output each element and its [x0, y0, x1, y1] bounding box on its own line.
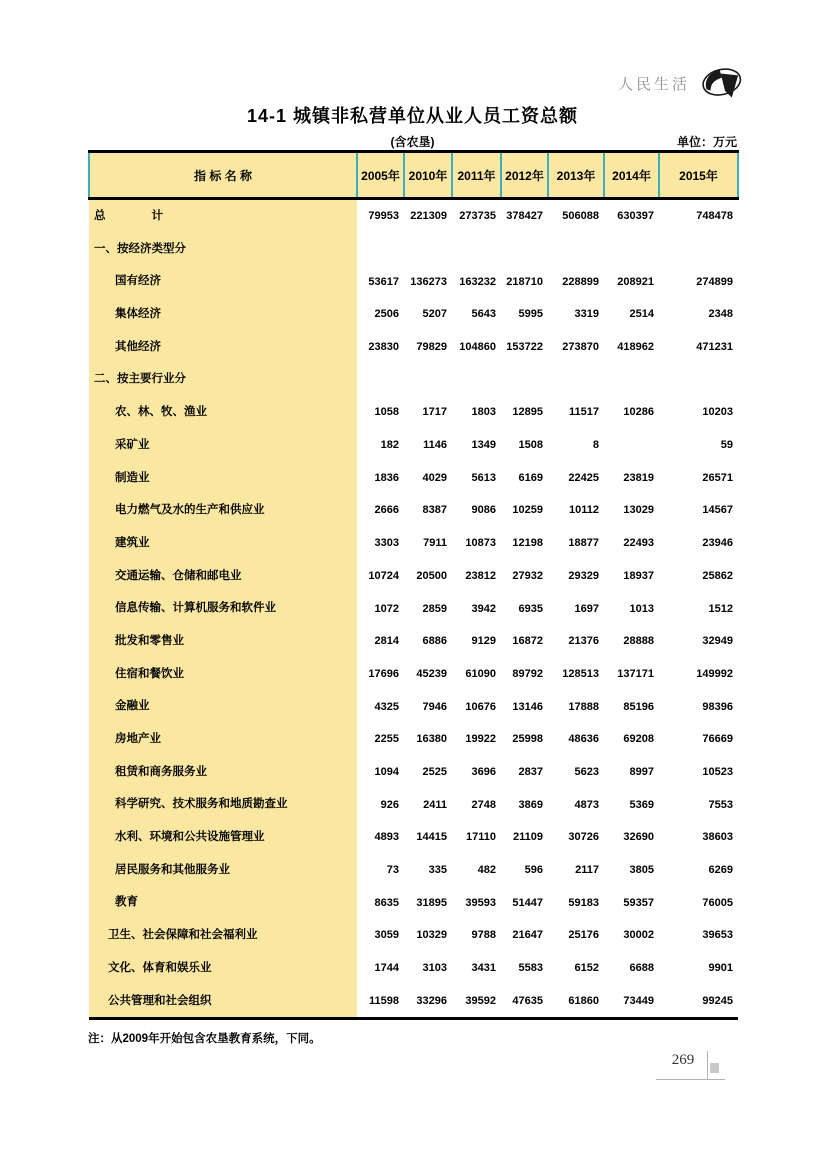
cell-value: 182	[380, 439, 399, 452]
table-row	[89, 625, 738, 658]
cell-value: 136273	[410, 275, 447, 288]
cell-value: 38603	[702, 831, 733, 844]
cell-value: 30002	[623, 929, 654, 942]
cell-value: 378427	[506, 210, 543, 223]
page-title: 14-1 城镇非私营单位从业人员工资总额	[246, 106, 579, 126]
table-row	[89, 363, 738, 396]
cell-value: 73449	[623, 994, 654, 1007]
table-header-row	[89, 152, 738, 199]
data-table-wrap	[88, 150, 737, 1020]
table-subtitle: (含农垦)	[390, 135, 435, 149]
cell-value: 29329	[568, 569, 599, 582]
cell-value	[501, 233, 548, 266]
col-header-indicator-name: 指 标 名 称	[89, 152, 357, 199]
table-row	[89, 560, 738, 593]
cell-value: 630397	[617, 210, 654, 223]
cell-value: 7946	[422, 700, 447, 713]
cell-value: 2506	[374, 308, 399, 321]
cell-value: 104860	[459, 341, 496, 354]
row-label: 二、按主要行业分	[89, 363, 357, 396]
cell-value: 30726	[568, 831, 599, 844]
col-header-year: 2015年	[659, 152, 738, 199]
row-label: 一、按经济类型分	[89, 233, 357, 266]
cell-value: 23812	[465, 569, 496, 582]
cell-value: 10112	[569, 504, 599, 517]
cell-value: 2748	[471, 798, 496, 811]
cell-value: 20500	[416, 569, 447, 582]
cell-value: 2348	[708, 308, 733, 321]
cell-value: 2525	[422, 765, 447, 778]
cell-value: 25998	[512, 733, 543, 746]
cell-value: 1013	[629, 602, 654, 615]
row-label: 其他经济	[89, 331, 357, 364]
cell-value: 3059	[374, 929, 399, 942]
cell-value: 1508	[518, 439, 543, 452]
cell-value: 18877	[568, 537, 599, 550]
cell-value: 9129	[471, 635, 496, 648]
row-label: 信息传输、计算机服务和软件业	[89, 592, 357, 625]
cell-value: 208921	[617, 275, 654, 288]
cell-value: 5207	[422, 308, 447, 321]
table-row	[89, 985, 738, 1019]
cell-value: 33296	[416, 994, 447, 1007]
cell-value: 596	[524, 864, 543, 877]
table-row	[89, 854, 738, 887]
cell-value: 273870	[562, 341, 599, 354]
cell-value: 273735	[459, 210, 496, 223]
table-row	[89, 199, 738, 233]
cell-value: 335	[428, 864, 447, 877]
cell-value: 2814	[374, 635, 399, 648]
cell-value: 6688	[629, 962, 654, 975]
cell-value: 5369	[629, 798, 654, 811]
row-label: 集体经济	[89, 298, 357, 331]
cell-value	[548, 233, 604, 266]
cell-value: 17888	[568, 700, 599, 713]
row-label: 科学研究、技术服务和地质勘查业	[89, 788, 357, 821]
row-label: 房地产业	[89, 723, 357, 756]
cell-value: 1697	[574, 602, 599, 615]
cell-value: 69208	[623, 733, 654, 746]
cell-value: 1512	[708, 602, 733, 615]
cell-value: 3303	[374, 537, 399, 550]
table-row	[89, 298, 738, 331]
cell-value: 1803	[471, 406, 496, 419]
cell-value: 2255	[374, 733, 399, 746]
cell-value: 2514	[629, 308, 654, 321]
cell-value: 5583	[518, 962, 543, 975]
cell-value: 32949	[702, 635, 733, 648]
cell-value: 3103	[422, 962, 447, 975]
cell-value: 4873	[574, 798, 599, 811]
row-label: 住宿和餐饮业	[89, 658, 357, 691]
cell-value: 4893	[374, 831, 399, 844]
cell-value: 23819	[623, 471, 654, 484]
cell-value	[604, 233, 659, 266]
cell-value: 10724	[368, 569, 399, 582]
cell-value: 3869	[518, 798, 543, 811]
cell-value: 1146	[423, 439, 447, 452]
cell-value: 28888	[623, 635, 654, 648]
cell-value: 128513	[562, 667, 599, 680]
row-label: 建筑业	[89, 527, 357, 560]
cell-value	[357, 363, 404, 396]
cell-value: 39653	[702, 929, 733, 942]
cell-value: 17110	[466, 831, 496, 844]
table-row	[89, 592, 738, 625]
row-label: 教育	[89, 886, 357, 919]
cell-value: 6935	[518, 602, 543, 615]
cell-value: 4029	[422, 471, 447, 484]
footer-vertical-rule	[707, 1051, 708, 1080]
cell-value: 9086	[471, 504, 496, 517]
row-label: 水利、环境和公共设施管理业	[89, 821, 357, 854]
cell-value: 6886	[422, 635, 447, 648]
cell-value: 2666	[374, 504, 399, 517]
row-label: 公共管理和社会组织	[89, 985, 357, 1019]
cell-value	[404, 363, 452, 396]
cell-value: 12198	[512, 537, 543, 550]
cell-value	[604, 429, 659, 462]
row-label: 电力燃气及水的生产和供应业	[89, 494, 357, 527]
cell-value	[548, 363, 604, 396]
cell-value: 506088	[562, 210, 599, 223]
cell-value: 47635	[512, 994, 543, 1007]
col-header-year: 2014年	[604, 152, 659, 199]
cell-value: 1094	[374, 765, 399, 778]
cell-value	[659, 233, 738, 266]
cell-value: 14567	[702, 504, 733, 517]
cell-value: 3431	[471, 962, 496, 975]
cell-value: 926	[380, 798, 399, 811]
cell-value: 1058	[374, 406, 399, 419]
cell-value: 79829	[416, 341, 447, 354]
cell-value: 2837	[518, 765, 543, 778]
cell-value: 3696	[471, 765, 496, 778]
table-row	[89, 331, 738, 364]
cell-value: 218710	[506, 275, 543, 288]
cell-value: 23830	[368, 341, 399, 354]
cell-value: 98396	[702, 700, 733, 713]
cell-value: 748478	[696, 210, 733, 223]
cell-value: 21109	[513, 831, 543, 844]
row-label: 批发和零售业	[89, 625, 357, 658]
row-label: 金融业	[89, 690, 357, 723]
cell-value: 22425	[568, 471, 599, 484]
row-label: 采矿业	[89, 429, 357, 462]
cell-value: 6169	[518, 471, 543, 484]
footer-square-marker	[710, 1063, 719, 1073]
row-label: 制造业	[89, 462, 357, 495]
cell-value	[404, 233, 452, 266]
cell-value: 471231	[696, 341, 733, 354]
cell-value: 39593	[465, 896, 496, 909]
row-label: 文化、体育和娱乐业	[89, 952, 357, 985]
cell-value	[452, 363, 501, 396]
table-row	[89, 886, 738, 919]
row-label: 租赁和商务服务业	[89, 756, 357, 789]
cell-value: 163232	[459, 275, 496, 288]
cell-value: 13029	[623, 504, 654, 517]
brand-logo-icon	[699, 62, 745, 104]
cell-value: 2117	[575, 864, 599, 877]
table-row	[89, 690, 738, 723]
cell-value: 13146	[512, 700, 543, 713]
brand-text: 人民生活	[618, 75, 691, 93]
cell-value: 6269	[708, 864, 733, 877]
cell-value: 39592	[465, 994, 496, 1007]
cell-value: 3319	[574, 308, 599, 321]
cell-value: 12895	[512, 406, 543, 419]
cell-value: 22493	[623, 537, 654, 550]
cell-value: 8635	[374, 896, 399, 909]
cell-value: 14415	[416, 831, 447, 844]
cell-value: 27932	[512, 569, 543, 582]
cell-value: 9788	[471, 929, 496, 942]
cell-value: 11517	[569, 406, 599, 419]
cell-value: 10259	[512, 504, 543, 517]
cell-value: 228899	[562, 275, 599, 288]
cell-value: 1349	[471, 439, 496, 452]
data-table	[88, 150, 739, 1020]
footnote: 注：从2009年开始包含农垦教育系统，下同。	[88, 1033, 321, 1045]
col-header-year: 2012年	[501, 152, 548, 199]
unit-label: 单位：万元	[676, 135, 737, 149]
cell-value: 19922	[465, 733, 496, 746]
cell-value: 21647	[512, 929, 543, 942]
cell-value: 17696	[368, 667, 399, 680]
table-body	[89, 199, 738, 1019]
cell-value: 32690	[623, 831, 654, 844]
cell-value: 2859	[422, 602, 447, 615]
row-label: 居民服务和其他服务业	[89, 854, 357, 887]
cell-value: 482	[477, 864, 496, 877]
cell-value: 21376	[568, 635, 599, 648]
col-header-year: 2013年	[548, 152, 604, 199]
cell-value: 1717	[422, 406, 447, 419]
cell-value: 8387	[422, 504, 447, 517]
table-row	[89, 788, 738, 821]
cell-value: 3805	[629, 864, 654, 877]
row-label: 总 计	[89, 199, 357, 233]
cell-value: 4325	[374, 700, 399, 713]
table-row	[89, 494, 738, 527]
table-row	[89, 919, 738, 952]
cell-value: 1836	[374, 471, 399, 484]
cell-value: 149992	[696, 667, 733, 680]
table-row	[89, 396, 738, 429]
cell-value: 6152	[574, 962, 599, 975]
cell-value: 8997	[629, 765, 654, 778]
cell-value: 61090	[465, 667, 496, 680]
cell-value: 18937	[623, 569, 654, 582]
cell-value	[604, 363, 659, 396]
cell-value: 85196	[623, 700, 654, 713]
cell-value: 76005	[702, 896, 733, 909]
cell-value: 3942	[471, 602, 496, 615]
table-row	[89, 952, 738, 985]
col-header-year: 2010年	[404, 152, 452, 199]
cell-value: 10329	[416, 929, 447, 942]
cell-value: 5623	[574, 765, 599, 778]
cell-value: 5613	[471, 471, 496, 484]
cell-value	[501, 363, 548, 396]
row-label: 卫生、社会保障和社会福利业	[89, 919, 357, 952]
cell-value: 2411	[423, 798, 447, 811]
cell-value: 99245	[702, 994, 733, 1007]
cell-value: 7553	[708, 798, 733, 811]
cell-value: 1744	[374, 962, 399, 975]
cell-value: 79953	[368, 210, 399, 223]
cell-value: 10286	[623, 406, 654, 419]
table-row	[89, 658, 738, 691]
cell-value: 16380	[416, 733, 447, 746]
cell-value: 418962	[617, 341, 654, 354]
cell-value: 59	[720, 439, 733, 452]
row-label: 农、林、牧、渔业	[89, 396, 357, 429]
cell-value	[357, 233, 404, 266]
cell-value: 25862	[702, 569, 733, 582]
cell-value: 10676	[465, 700, 496, 713]
cell-value: 45239	[416, 667, 447, 680]
cell-value: 10523	[702, 765, 733, 778]
cell-value: 16872	[512, 635, 543, 648]
page-number: 269	[671, 1052, 695, 1068]
table-row	[89, 429, 738, 462]
cell-value: 51447	[512, 896, 543, 909]
table-row	[89, 723, 738, 756]
table-row	[89, 527, 738, 560]
cell-value: 59357	[623, 896, 654, 909]
cell-value: 25176	[568, 929, 599, 942]
cell-value: 9901	[708, 962, 733, 975]
cell-value: 10873	[465, 537, 496, 550]
cell-value: 1072	[374, 602, 399, 615]
table-row	[89, 233, 738, 266]
cell-value	[452, 233, 501, 266]
cell-value: 221309	[410, 210, 447, 223]
cell-value: 137171	[617, 667, 654, 680]
col-header-year: 2005年	[357, 152, 404, 199]
cell-value: 153722	[506, 341, 543, 354]
cell-value: 23946	[702, 537, 733, 550]
row-label: 国有经济	[89, 265, 357, 298]
table-row	[89, 462, 738, 495]
cell-value: 76669	[702, 733, 733, 746]
cell-value: 53617	[368, 275, 399, 288]
col-header-year: 2011年	[452, 152, 501, 199]
cell-value	[659, 363, 738, 396]
cell-value: 31895	[416, 896, 447, 909]
row-label: 交通运输、仓储和邮电业	[89, 560, 357, 593]
cell-value: 11598	[369, 994, 399, 1007]
brand	[618, 62, 745, 104]
cell-value: 61860	[568, 994, 599, 1007]
cell-value: 274899	[696, 275, 733, 288]
cell-value: 5995	[518, 308, 543, 321]
cell-value: 48636	[568, 733, 599, 746]
cell-value: 89792	[512, 667, 543, 680]
cell-value: 8	[592, 439, 599, 452]
cell-value: 26571	[702, 471, 733, 484]
table-row	[89, 265, 738, 298]
cell-value: 10203	[702, 406, 733, 419]
table-row	[89, 821, 738, 854]
cell-value: 73	[386, 864, 399, 877]
footer-horizontal-rule	[656, 1079, 725, 1080]
cell-value: 59183	[568, 896, 599, 909]
table-row	[89, 756, 738, 789]
cell-value: 7911	[423, 537, 447, 550]
cell-value: 5643	[471, 308, 496, 321]
